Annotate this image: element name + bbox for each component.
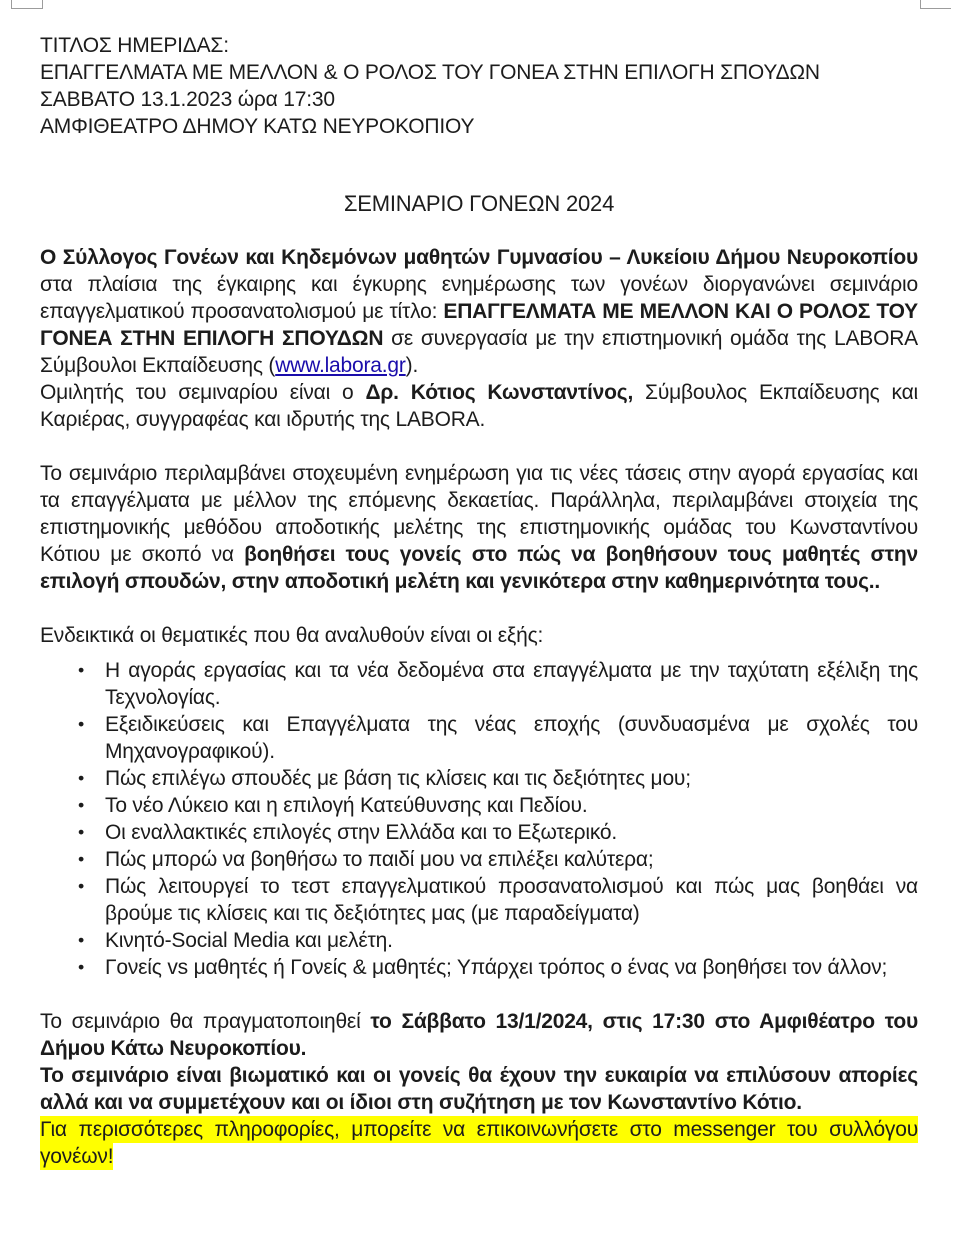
text-run: Ο Σύλλογος Γονέων και Κηδεμόνων μαθητών Γυμνασίου – Λυκείοιυ Δήμου Νευροκοπίου (40, 246, 918, 269)
text-run: βοηθήσει τους γονείς στο πώς να βοηθήσουν τους μαθητές στην επιλογή σπουδών, στην αποδοτική μελέτη και γενικότερα στην καθημερινότητα τους.. (40, 543, 918, 593)
schedule-paragraph (40, 1008, 918, 1062)
topics-list (40, 657, 918, 981)
text-run: ΕΠΑΓΓΕΛΜΑΤΑ ΜΕ ΜΕΛΛΟΝ ΚΑΙ Ο ΡΟΛΟΣ ΤΟΥ ΓΟΝΕΑ ΣΤΗΝ ΕΠΙΛΟΓΗ ΣΠΟΥΔΩΝ (40, 300, 918, 350)
topic-item: • Κινητό-Social Media και μελέτη. (105, 927, 918, 954)
labora-link[interactable]: www.labora.gr (275, 354, 406, 377)
text-run: σε συνεργασία με την επιστημονική ομάδα της LABORA Σύμβουλοι Εκπαίδευσης ( (40, 327, 918, 377)
text-run: ). (405, 354, 419, 377)
topic-item: • Οι εναλλακτικές επιλογές στην Ελλάδα και το Εξωτερικό. (105, 819, 918, 846)
speaker-paragraph (40, 379, 918, 433)
spacer (40, 595, 918, 622)
event-header (40, 32, 918, 140)
header-line: ΑΜΦΙΘΕΑΤΡΟ ΔΗΜΟΥ ΚΑΤΩ ΝΕΥΡΟΚΟΠΙΟΥ (40, 115, 475, 138)
topic-item: • Γονείς vs μαθητές ή Γονείς & μαθητές; Υπάρχει τρόπος ο ένας να βοηθήσει τον άλλον; (105, 954, 918, 981)
seminar-title: ΣΕΜΙΝΑΡΙΟ ΓΟΝΕΩΝ 2024 (343, 191, 615, 216)
experiential-paragraph (40, 1062, 918, 1116)
contact-paragraph (40, 1116, 918, 1170)
top-right-corner-mark (920, 0, 951, 9)
header-line: ΤΙΤΛΟΣ ΗΜΕΡΙΔΑΣ: (40, 34, 229, 57)
description-paragraph (40, 460, 918, 595)
text-run: Για περισσότερες πληροφορίες, μπορείτε να επικοινωνήσετε στο messenger του συλλόγου γονέων! (40, 1118, 918, 1168)
text-run: Δρ. Κότιος Κωνσταντίνος, (365, 381, 634, 404)
intro-paragraph (40, 244, 918, 379)
text-run: το Σάββατο 13/1/2024, στις 17:30 στο Αμφιθέατρο του Δήμου Κάτω Νευροκοπίου. (40, 1010, 918, 1060)
spacer (40, 433, 918, 460)
text-run: Ομιλητής του σεμιναρίου είναι ο (40, 381, 366, 404)
topic-item: • Πώς μπορώ να βοηθήσω το παιδί μου να επιλέξει καλύτερα; (105, 846, 918, 873)
topic-item: • Πώς επιλέγω σπουδές με βάση τις κλίσεις και τις δεξιότητες μου; (105, 765, 918, 792)
topic-item: • Εξειδικεύσεις και Επαγγέλματα της νέας εποχής (συνδυασμένα με σχολές του Μηχανογραφικού). (105, 711, 918, 765)
text-run: Το σεμινάριο θα πραγματοποιηθεί (40, 1010, 371, 1033)
text-run: Το σεμινάριο είναι βιωματικό και οι γονείς θα έχουν την ευκαιρία να επιλύσουν απορίες αλλά και να συμμετέχουν και οι ίδιοι στη συζήτηση με τον Κωνσταντίνο Κότιο. (40, 1064, 918, 1114)
top-left-corner-mark (11, 0, 43, 9)
topics-lead: Ενδεικτικά οι θεματικές που θα αναλυθούν είναι οι εξής: (40, 624, 544, 647)
topic-item: • Η αγοράς εργασίας και τα νέα δεδομένα στα επαγγέλματα με την ταχύτατη εξέλιξη της Τεχνολογίας. (105, 657, 918, 711)
header-line: ΕΠΑΓΓΕΛΜΑΤΑ ΜΕ ΜΕΛΛΟΝ & Ο ΡΟΛΟΣ ΤΟΥ ΓΟΝΕΑ ΣΤΗΝ ΕΠΙΛΟΓΗ ΣΠΟΥΔΩΝ (40, 61, 820, 84)
text-run: Σύμβουλος Εκπαίδευσης και Καριέρας, συγγραφέας και ιδρυτής της LABORA. (40, 381, 919, 431)
topic-item: • Πώς λειτουργεί το τεστ επαγγελματικού προσανατολισμού και πώς μας βοηθάει να βρούμε τις κλίσεις και τις δεξιότητες μας (με παραδείγματα) (105, 873, 918, 927)
spacer (40, 649, 918, 657)
spacer (40, 981, 918, 1008)
topic-item: • Το νέο Λύκειο και η επιλογή Κατεύθυνσης και Πεδίου. (105, 792, 918, 819)
text-run: στα πλαίσια της έγκαιρης και έγκυρης ενημέρωσης των γονέων διοργανώνει σεμινάριο επαγγελματικού προσανατολισμού με τίτλο: (40, 273, 918, 323)
text-run: Το σεμινάριο περιλαμβάνει στοχευμένη ενημέρωση για τις νέες τάσεις στην αγορά εργασίας και τα επαγγέλματα με μέλλον της επόμενης δεκαετίας. Παράλληλα, περιλαμβάνει στοιχεία της επιστημονικής μεθόδου αποδοτικής μελέτης της επιστημονικής ομάδας του Κωνσταντίνου Κότιου με σκοπό να (40, 462, 918, 566)
header-line: ΣΑΒΒΑΤΟ 13.1.2023 ώρα 17:30 (40, 88, 335, 111)
